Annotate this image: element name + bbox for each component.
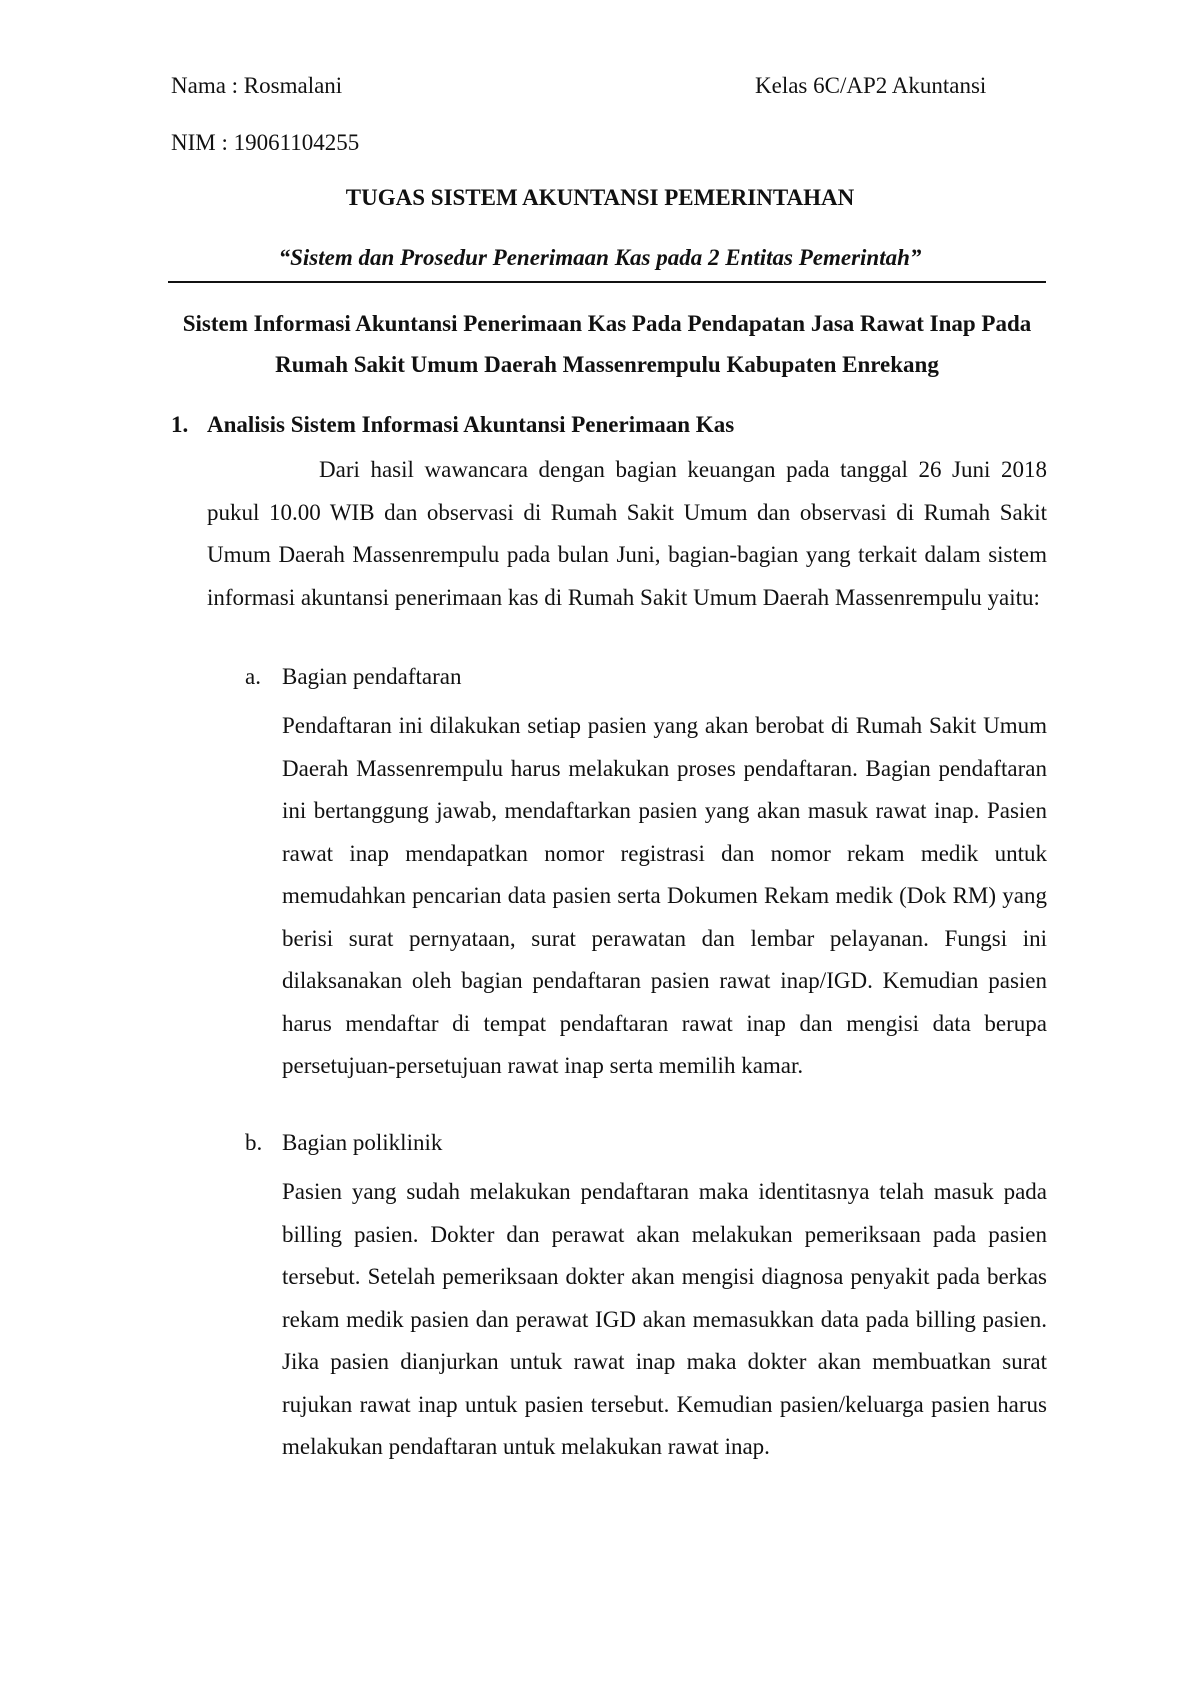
item-b-letter: b. [245,1130,263,1155]
item-b-title: Bagian poliklinik [282,1130,443,1155]
document-subtitle: “Sistem dan Prosedur Penerimaan Kas pada 2 Entitas Pemerintah” [278,245,922,270]
document-title: TUGAS SISTEM AKUNTANSI PEMERINTAHAN [345,185,855,210]
title-divider [168,281,1046,283]
intro-paragraph: Dari hasil wawancara dengan bagian keuangan pada tanggal 26 Juni 2018 pukul 10.00 WIB dan observasi di Rumah Sakit Umum dan observasi di Rumah Sakit Umum Daerah Massenrempulu pada bulan Juni, bagian-bagian yang terkait dalam sistem informasi akuntansi penerimaan kas di Rumah Sakit Umum Daerah Massenrempulu yaitu: [207,457,1047,610]
student-class: Kelas 6C/AP2 Akuntansi [755,73,987,98]
student-name: Nama : Rosmalani [171,73,343,98]
student-nim: NIM : 19061104255 [171,130,360,155]
section-title: Sistem Informasi Akuntansi Penerimaan Kas Pada Pendapatan Jasa Rawat Inap Pada Rumah Sakit Umum Daerah Massenrempulu Kabupaten Enrekang [182,311,1032,377]
item-a-paragraph: Pendaftaran ini dilakukan setiap pasien yang akan berobat di Rumah Sakit Umum Daerah Massenrempulu harus melakukan proses pendaftaran. Bagian pendaftaran ini bertanggung jawab, mendaftarkan pasien yang akan masuk rawat inap. Pasien rawat inap mendapatkan nomor registrasi dan nomor rekam medik untuk memudahkan pencarian data pasien serta Dokumen Rekam medik (Dok RM) yang berisi surat pernyataan, surat perawatan dan lembar pelayanan. Fungsi ini dilaksanakan oleh bagian pendaftaran pasien rawat inap/IGD. Kemudian pasien harus mendaftar di tempat pendaftaran rawat inap dan mengisi data berupa persetujuan-persetujuan rawat inap serta memilih kamar. [282,713,1047,1078]
heading-text: Analisis Sistem Informasi Akuntansi Penerimaan Kas [207,412,735,437]
heading-number: 1. [171,412,189,437]
item-a-title: Bagian pendaftaran [282,664,462,689]
item-a-letter: a. [245,664,261,689]
item-b-paragraph: Pasien yang sudah melakukan pendaftaran maka identitasnya telah masuk pada billing pasien. Dokter dan perawat akan melakukan pemeriksaan pada pasien tersebut. Setelah pemeriksaan dokter akan mengisi diagnosa penyakit pada berkas rekam medik pasien dan perawat IGD akan memasukkan data pada billing pasien. Jika pasien dianjurkan untuk rawat inap maka dokter akan membuatkan surat rujukan rawat inap untuk pasien tersebut. Kemudian pasien/keluarga pasien harus melakukan pendaftaran untuk melakukan rawat inap. [282,1179,1047,1459]
